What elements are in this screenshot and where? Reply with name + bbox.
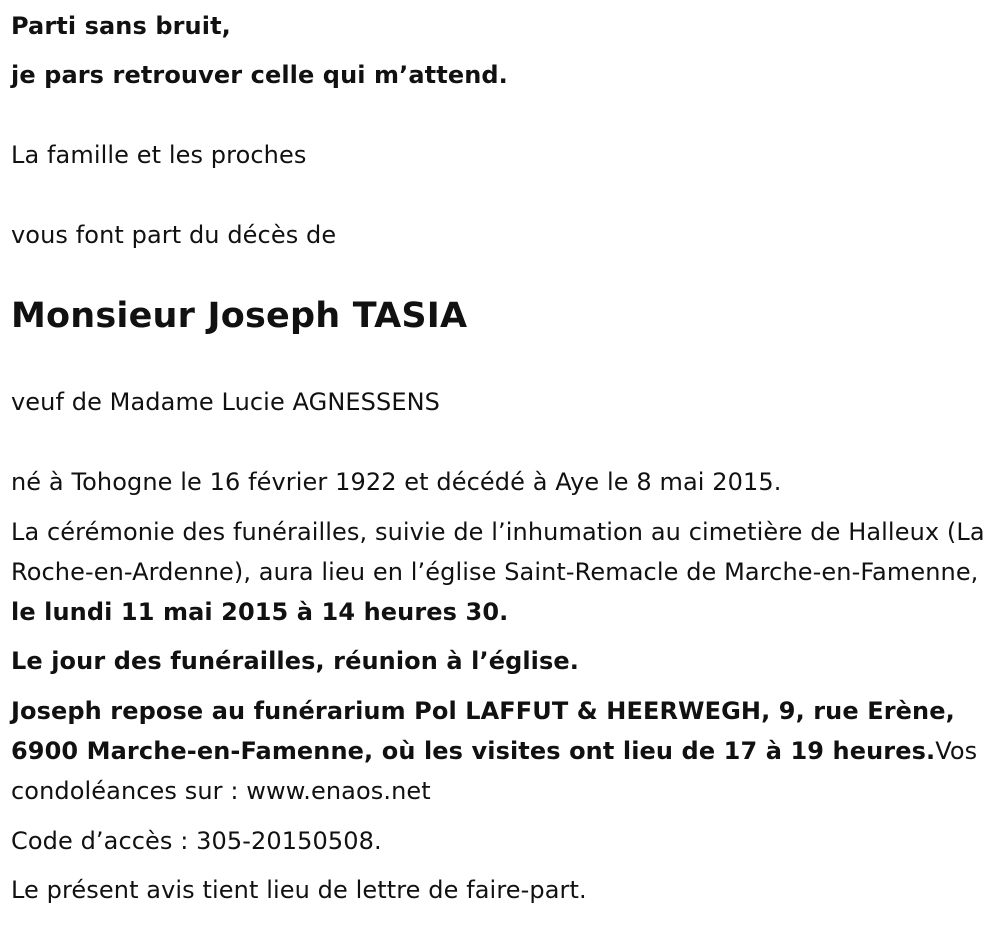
- birth-death-line: né à Tohogne le 16 février 1922 et décédé à Aye le 8 mai 2015.: [11, 468, 782, 496]
- intro-line-1: Parti sans bruit,: [11, 12, 231, 40]
- condolences-text: Vos condoléances sur : www.enaos.net: [11, 737, 978, 805]
- announce-line: vous font part du décès de: [11, 221, 337, 249]
- access-code-line: Code d’accès : 305-20150508.: [11, 827, 382, 855]
- family-line: La famille et les proches: [11, 141, 307, 169]
- funerarium-info: Joseph repose au funérarium Pol LAFFUT & HEERWEGH, 9, rue Erène, 6900 Marche-en-Famenne, où les visites ont lieu de 17 à 19 heures.: [11, 697, 955, 765]
- reunion-line: Le jour des funérailles, réunion à l’église.: [11, 647, 579, 675]
- ceremony-paragraph: [11, 512, 996, 632]
- intro-line-2: je pars retrouver celle qui m’attend.: [11, 61, 508, 89]
- ceremony-text: La cérémonie des funérailles, suivie de l’inhumation au cimetière de Halleux (La Roche-en-Ardenne), aura lieu en l’église Saint-Remacle de Marche-en-Famenne,: [11, 518, 985, 586]
- widower-line: veuf de Madame Lucie AGNESSENS: [11, 388, 440, 416]
- deceased-name: Monsieur Joseph TASIA: [11, 296, 468, 336]
- ceremony-date: le lundi 11 mai 2015 à 14 heures 30.: [11, 598, 509, 626]
- rest-paragraph: [11, 691, 996, 811]
- closing-line: Le présent avis tient lieu de lettre de faire-part.: [11, 876, 587, 904]
